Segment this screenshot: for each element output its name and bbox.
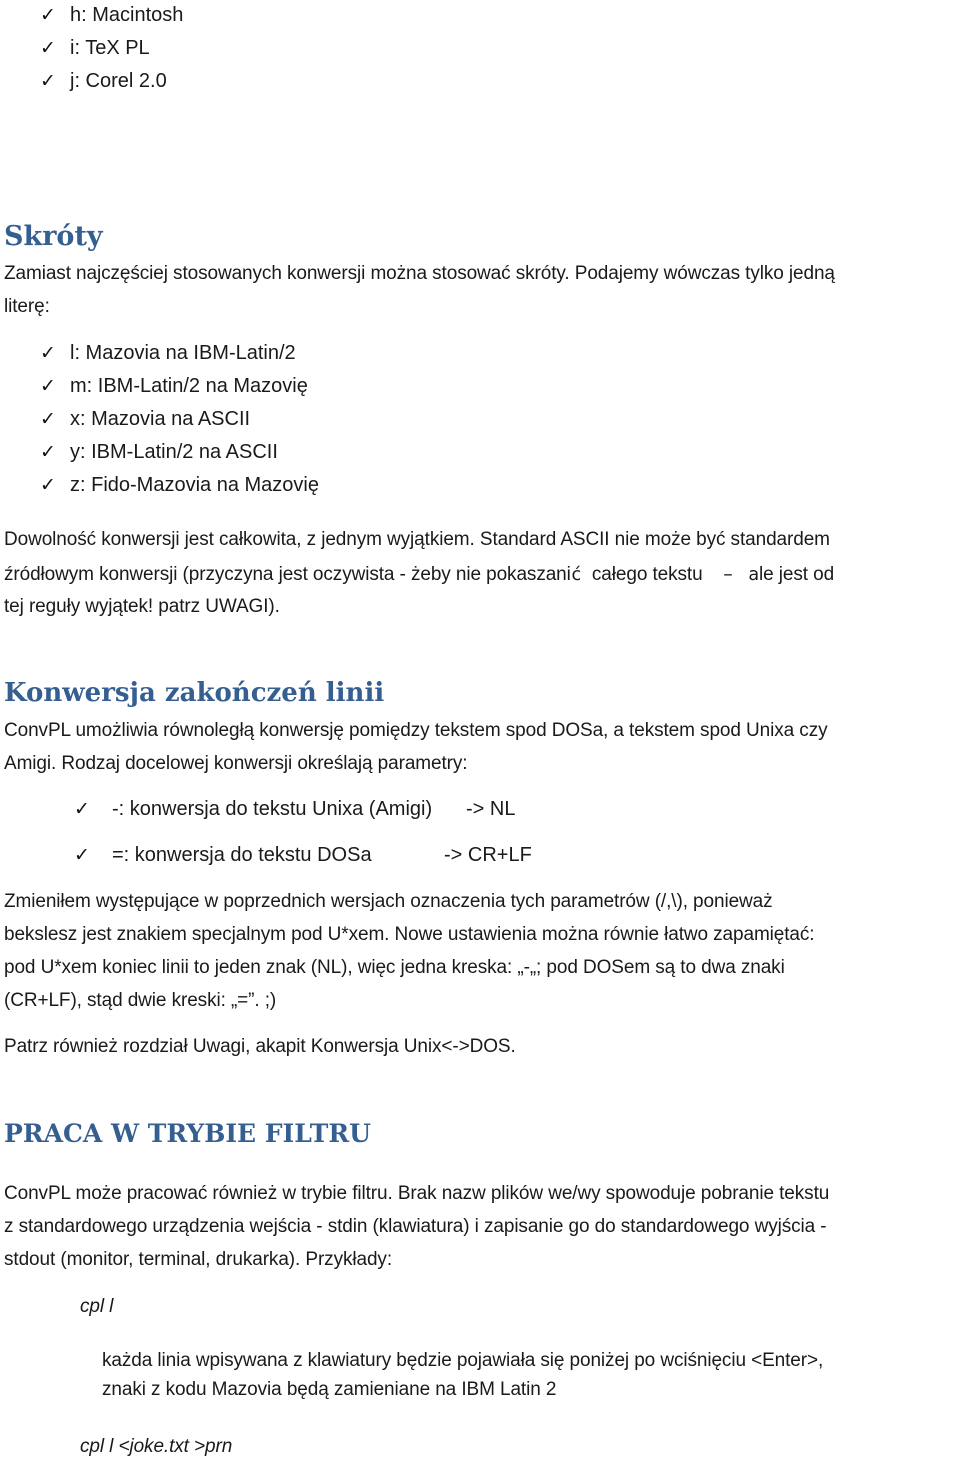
paragraph-line: Amigi. Rodzaj docelowej konwersji określają parametry: [4,753,468,774]
paragraph-line: z standardowego urządzenia wejścia - stdin (klawiatura) i zapisanie go do standardowego wyjścia - [4,1216,827,1237]
paragraph-line: (CR+LF), stąd dwie kreski: „=”. ;) [4,990,277,1011]
checkmark-icon: ✓ [74,844,90,866]
paragraph-line: bekslesz jest znakiem specjalnym pod U*xem. Nowe ustawienia można równie łatwo zapamiętać: [4,924,815,945]
list-item-text: =: konwersja do tekstu DOSa [112,844,372,866]
list-item-text: h: Macintosh [70,4,184,26]
checkmark-icon: ✓ [40,474,56,496]
section-heading-filtr: PRACA W TRYBIE FILTRU [4,1119,371,1148]
text-run: całego tekstu [591,564,703,585]
list-item-text: m: IBM-Latin/2 na Mazovię [70,375,308,397]
list-item-text: -: konwersja do tekstu Unixa (Amigi) [112,798,433,820]
paragraph-line: ConvPL może pracować również w trybie filtru. Brak nazw plików we/wy spowoduje pobranie tekstu [4,1183,830,1204]
text-run: – [723,563,733,585]
checkmark-icon: ✓ [40,342,56,364]
section-heading-skroty: Skróty [4,221,103,252]
paragraph-line: Zmieniłem występujące w poprzednich wersjach oznaczenia tych parametrów (/,\), ponieważ [4,891,773,912]
list-item-text: i: TeX PL [70,37,150,59]
paragraph-line: Zamiast najczęściej stosowanych konwersji można stosować skróty. Podajemy wówczas tylko jedną [4,263,835,284]
example-command: cpl l <joke.txt >prn [80,1436,233,1457]
checkmark-icon: ✓ [40,408,56,430]
checkmark-icon: ✓ [40,375,56,397]
paragraph-line: pod U*xem koniec linii to jeden znak (NL), więc jedna kreska: „-„; pod DOSem są to dwa znaki [4,957,785,978]
checkmark-icon: ✓ [40,70,56,92]
text-run: źródłowym konwersji (przyczyna jest oczywista - żeby nie pokaszani [4,564,571,585]
text-run: ć [570,564,582,585]
section-heading-konwersja: Konwersja zakończeń linii [4,678,385,708]
list-item-result: -> NL [466,798,516,820]
paragraph-line [4,561,834,588]
checkmark-icon: ✓ [74,798,90,820]
list-item-text: z: Fido-Mazovia na Mazovię [70,474,319,496]
checkmark-icon: ✓ [40,441,56,463]
list-item-result: -> CR+LF [444,844,532,866]
paragraph-line: stdout (monitor, terminal, drukarka). Przykłady: [4,1249,393,1270]
text-run: le jest od [758,564,835,585]
example-command: cpl l [80,1296,114,1317]
example-description: znaki z kodu Mazovia będą zamieniane na IBM Latin 2 [102,1379,557,1400]
list-item-text: y: IBM-Latin/2 na ASCII [70,441,278,463]
paragraph-line: ConvPL umożliwia równoległą konwersję pomiędzy tekstem spod DOSa, a tekstem spod Unixa czy [4,720,828,741]
paragraph-line: tej reguły wyjątek! patrz UWAGI). [4,596,280,617]
paragraph-line: Dowolność konwersji jest całkowita, z jednym wyjątkiem. Standard ASCII nie może być standardem [4,529,830,550]
paragraph-line: Patrz również rozdział Uwagi, akapit Konwersja Unix<->DOS. [4,1036,516,1057]
text-run: a [748,564,759,585]
checkmark-icon: ✓ [40,37,56,59]
list-item-text: j: Corel 2.0 [70,70,167,92]
checkmark-icon: ✓ [40,4,56,26]
list-item-text: x: Mazovia na ASCII [70,408,251,430]
example-description: każda linia wpisywana z klawiatury będzie pojawiała się poniżej po wciśnięciu <Enter>, [102,1350,824,1371]
list-item-text: l: Mazovia na IBM-Latin/2 [70,342,296,364]
paragraph-line: literę: [4,296,50,317]
